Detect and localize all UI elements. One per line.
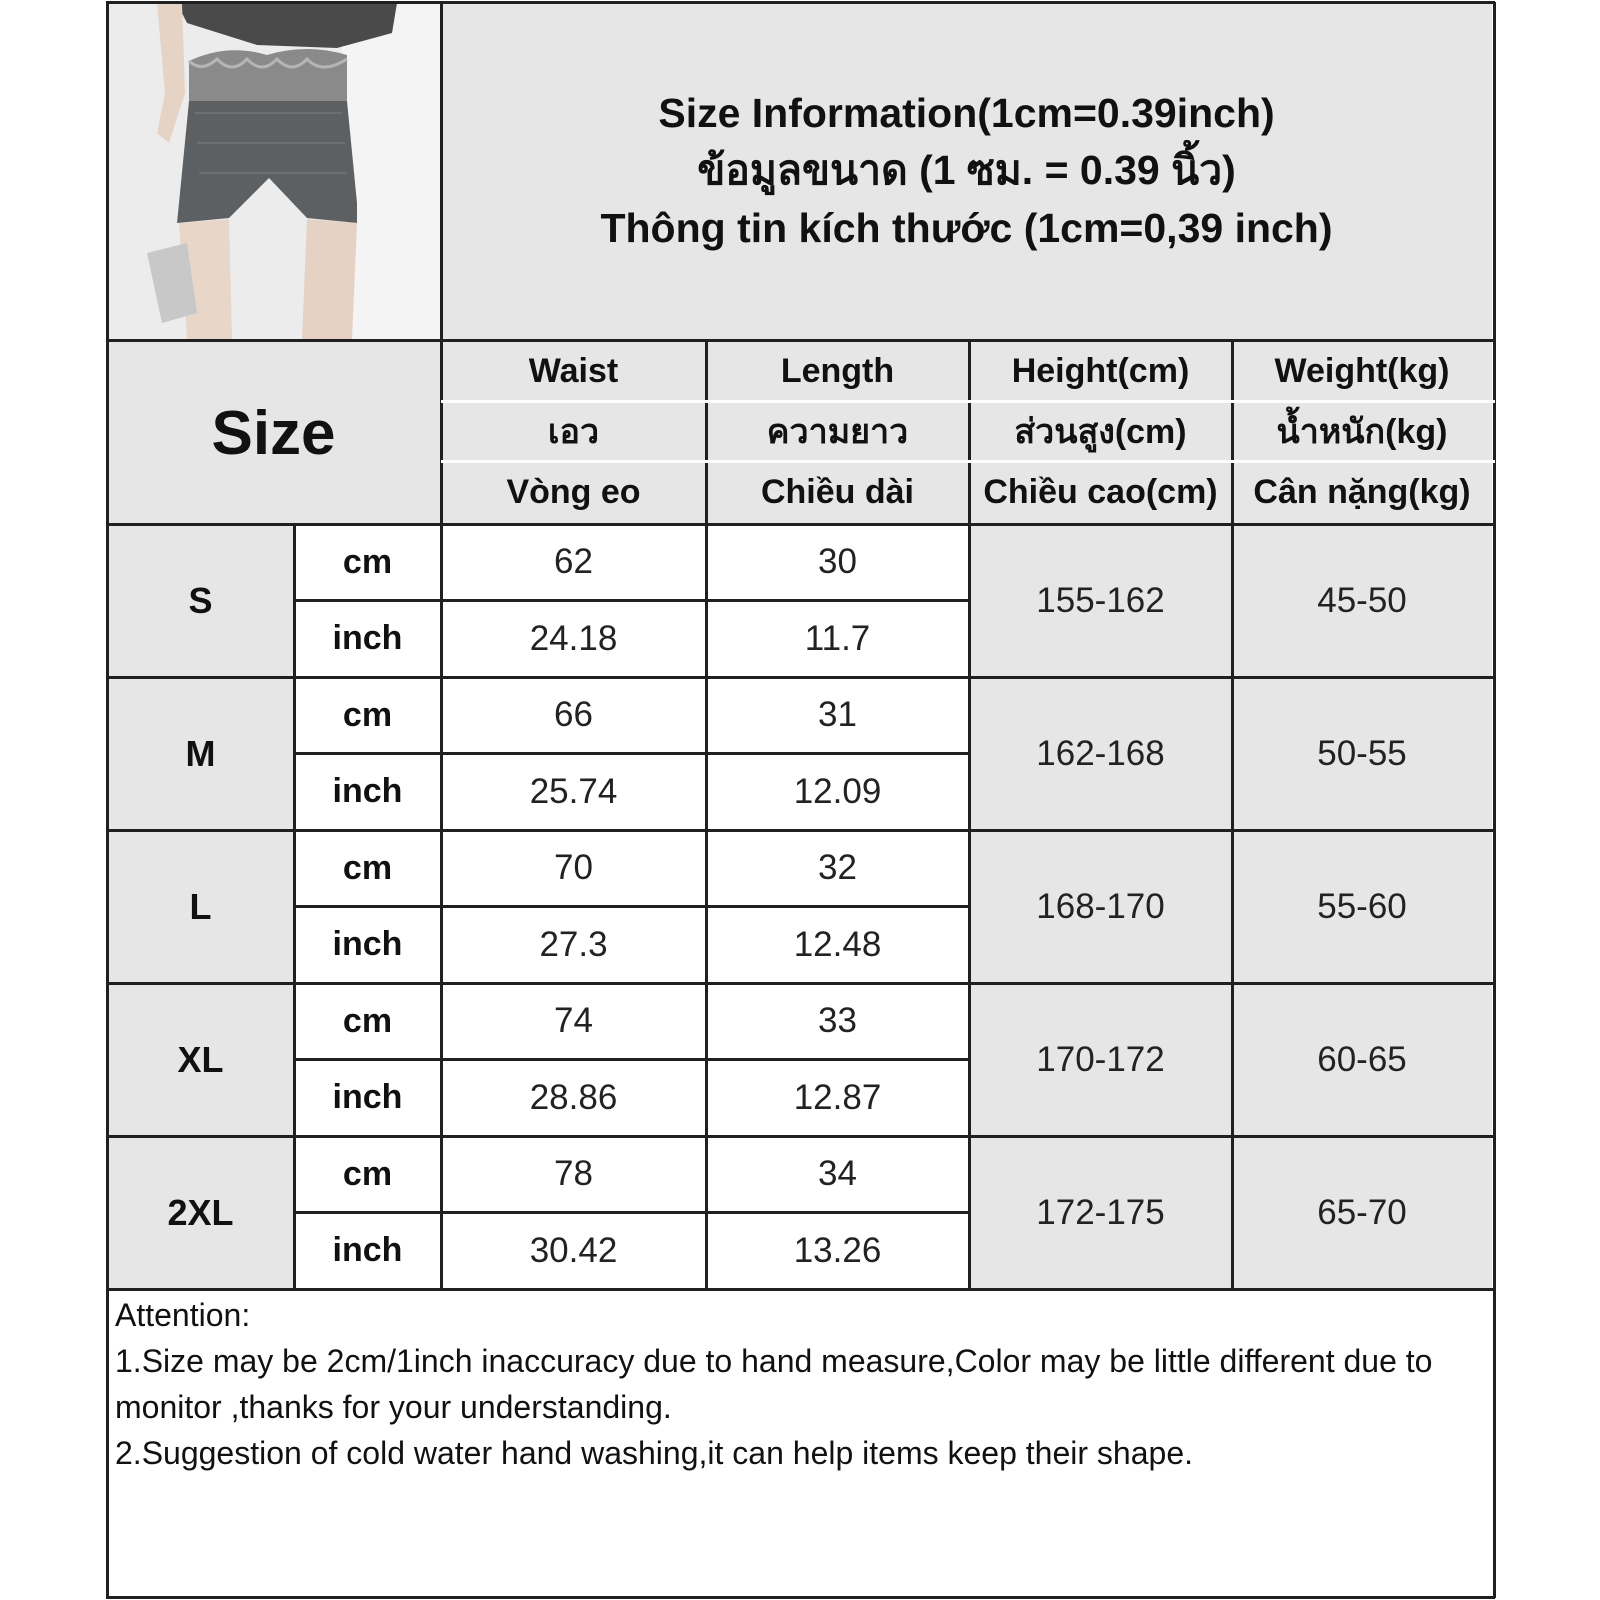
- waist-inch-cell: [441, 1212, 706, 1289]
- weight-range-cell-text: 65-70: [1317, 1192, 1407, 1232]
- grid-line-vertical: [705, 340, 708, 1289]
- product-image: [107, 3, 440, 339]
- attention-note-1: 1.Size may be 2cm/1inch inaccuracy due to hand measure,Color may be little different due to monitor ,thanks for your understanding.: [115, 1343, 1433, 1425]
- unit-cm-cell: [294, 983, 441, 1059]
- waist-cm-cell-text: 66: [554, 695, 593, 734]
- column-header-2-th-text: ความยาว: [766, 413, 909, 451]
- height-range-cell-text: 155-162: [1036, 580, 1165, 620]
- grid-line-horizontal: [106, 339, 1495, 342]
- title-block: [441, 3, 1492, 339]
- height-range-cell-text: 168-170: [1036, 886, 1165, 926]
- waist-cm-cell: [441, 1136, 706, 1212]
- grid-line-vertical: [440, 340, 443, 1289]
- length-cm-cell-text: 31: [818, 695, 857, 734]
- waist-inch-cell-text: 28.86: [529, 1077, 618, 1117]
- size-cell-l-text: L: [189, 885, 212, 927]
- length-inch-cell-text: 12.48: [793, 924, 882, 964]
- weight-range-cell-text: 55-60: [1317, 886, 1407, 926]
- waist-cm-cell-text: 70: [554, 848, 593, 887]
- unit-inch-cell: [294, 1212, 441, 1289]
- column-header-4-vi: [1232, 461, 1492, 524]
- height-range-cell-text: 162-168: [1036, 733, 1165, 773]
- length-inch-cell: [706, 600, 969, 677]
- length-inch-cell: [706, 906, 969, 983]
- unit-cm-cell: [294, 830, 441, 906]
- length-inch-cell: [706, 753, 969, 830]
- column-header-4-th-text: น้ำหนัก(kg): [1276, 413, 1448, 451]
- size-cell-m: [107, 677, 294, 830]
- height-range-cell: [969, 830, 1232, 983]
- column-header-4-vi-text: Cân nặng(kg): [1253, 473, 1471, 511]
- grid-line-horizontal: [106, 1, 1495, 4]
- length-inch-cell-text: 12.87: [793, 1077, 882, 1117]
- grid-line-horizontal: [106, 982, 1495, 985]
- grid-line-vertical: [106, 2, 109, 1598]
- length-inch-cell: [706, 1212, 969, 1289]
- grid-line-horizontal: [106, 1596, 1495, 1599]
- grid-line-horizontal: [294, 752, 969, 755]
- weight-range-cell-text: 60-65: [1317, 1039, 1407, 1079]
- grid-line-horizontal: [294, 1211, 969, 1214]
- waist-inch-cell-text: 27.3: [539, 924, 608, 964]
- title-english: Size Information(1cm=0.39inch): [658, 89, 1275, 136]
- weight-range-cell-text: 50-55: [1317, 733, 1407, 773]
- height-range-cell-text: 172-175: [1036, 1192, 1165, 1232]
- waist-cm-cell: [441, 524, 706, 600]
- grid-line-horizontal: [106, 829, 1495, 832]
- size-cell-2xl-text: 2XL: [167, 1191, 234, 1233]
- grid-line-horizontal: [441, 400, 1495, 403]
- column-header-4-en-text: Weight(kg): [1274, 352, 1450, 390]
- grid-line-horizontal: [441, 460, 1495, 463]
- waist-inch-cell-text: 24.18: [529, 618, 618, 658]
- title-vietnamese: Thông tin kích thước (1cm=0,39 inch): [600, 204, 1333, 251]
- height-range-cell-text: 170-172: [1036, 1039, 1165, 1079]
- unit-cm-cell: [294, 1136, 441, 1212]
- grid-line-horizontal: [106, 1135, 1495, 1138]
- grid-line-vertical: [440, 2, 443, 340]
- column-header-2-en: [706, 342, 969, 401]
- grid-line-horizontal: [294, 1058, 969, 1061]
- weight-range-cell: [1232, 524, 1492, 677]
- unit-cm-cell-text: cm: [342, 1154, 393, 1193]
- waist-cm-cell: [441, 830, 706, 906]
- waist-cm-cell: [441, 677, 706, 753]
- length-cm-cell: [706, 524, 969, 600]
- column-header-1-vi-text: Vòng eo: [506, 473, 641, 511]
- attention-notes: [107, 1290, 1492, 1598]
- grid-line-horizontal: [106, 676, 1495, 679]
- length-inch-cell: [706, 1059, 969, 1136]
- weight-range-cell-text: 45-50: [1317, 580, 1407, 620]
- column-header-4-th: [1232, 401, 1492, 461]
- grid-line-horizontal: [106, 523, 1495, 526]
- waist-cm-cell-text: 78: [554, 1154, 593, 1193]
- column-header-2-vi: [706, 461, 969, 524]
- unit-cm-cell-text: cm: [342, 542, 393, 581]
- length-cm-cell: [706, 830, 969, 906]
- column-header-2-en-text: Length: [780, 352, 895, 390]
- waist-inch-cell: [441, 753, 706, 830]
- size-cell-s: [107, 524, 294, 677]
- column-header-3-vi-text: Chiều cao(cm): [983, 473, 1218, 511]
- weight-range-cell: [1232, 830, 1492, 983]
- unit-inch-cell: [294, 753, 441, 830]
- unit-inch-cell: [294, 906, 441, 983]
- unit-inch-cell: [294, 600, 441, 677]
- column-header-1-vi: [441, 461, 706, 524]
- waist-inch-cell: [441, 1059, 706, 1136]
- column-header-1-th: [441, 401, 706, 461]
- length-cm-cell-text: 33: [818, 1001, 857, 1040]
- column-header-3-en-text: Height(cm): [1011, 352, 1190, 390]
- grid-line-vertical: [1493, 2, 1496, 1598]
- attention-heading: Attention:: [115, 1297, 251, 1333]
- column-header-1-en-text: Waist: [528, 352, 619, 390]
- size-cell-xl-text: XL: [177, 1038, 224, 1080]
- size-header-cell: [107, 342, 440, 524]
- weight-range-cell: [1232, 1136, 1492, 1289]
- attention-note-2: 2.Suggestion of cold water hand washing,it can help items keep their shape.: [115, 1435, 1193, 1471]
- weight-range-cell: [1232, 983, 1492, 1136]
- unit-inch-cell-text: inch: [332, 1231, 403, 1269]
- column-header-3-en: [969, 342, 1232, 401]
- waist-inch-cell-text: 25.74: [529, 771, 618, 811]
- waist-inch-cell-text: 30.42: [529, 1230, 618, 1270]
- height-range-cell: [969, 983, 1232, 1136]
- column-header-2-vi-text: Chiều dài: [760, 473, 915, 511]
- column-header-4-en: [1232, 342, 1492, 401]
- grid-line-vertical: [1231, 340, 1234, 1289]
- length-cm-cell-text: 32: [818, 848, 857, 887]
- size-cell-xl: [107, 983, 294, 1136]
- grid-line-horizontal: [294, 599, 969, 602]
- column-header-1-th-text: เอว: [547, 413, 600, 451]
- waist-cm-cell-text: 74: [554, 1001, 593, 1040]
- weight-range-cell: [1232, 677, 1492, 830]
- length-inch-cell-text: 11.7: [804, 618, 871, 658]
- length-inch-cell-text: 13.26: [793, 1230, 882, 1270]
- length-cm-cell: [706, 677, 969, 753]
- length-cm-cell: [706, 983, 969, 1059]
- grid-line-vertical: [968, 340, 971, 1289]
- length-cm-cell: [706, 1136, 969, 1212]
- length-inch-cell-text: 12.09: [793, 771, 882, 811]
- title-thai: ข้อมูลขนาด (1 ซม. = 0.39 นิ้ว): [697, 147, 1236, 194]
- size-header-label: Size: [211, 398, 336, 468]
- column-header-3-th: [969, 401, 1232, 461]
- unit-cm-cell-text: cm: [342, 695, 393, 734]
- size-cell-l: [107, 830, 294, 983]
- height-range-cell: [969, 524, 1232, 677]
- waist-cm-cell-text: 62: [554, 542, 593, 581]
- unit-inch-cell-text: inch: [332, 619, 403, 657]
- unit-inch-cell: [294, 1059, 441, 1136]
- unit-inch-cell-text: inch: [332, 1078, 403, 1116]
- height-range-cell: [969, 677, 1232, 830]
- waist-cm-cell: [441, 983, 706, 1059]
- column-header-1-en: [441, 342, 706, 401]
- column-header-3-vi: [969, 461, 1232, 524]
- height-range-cell: [969, 1136, 1232, 1289]
- size-cell-m-text: M: [185, 732, 216, 774]
- grid-line-horizontal: [106, 1288, 1495, 1291]
- unit-inch-cell-text: inch: [332, 925, 403, 963]
- size-cell-2xl: [107, 1136, 294, 1289]
- unit-cm-cell-text: cm: [342, 1001, 393, 1040]
- column-header-3-th-text: ส่วนสูง(cm): [1014, 413, 1187, 451]
- length-cm-cell-text: 34: [818, 1154, 857, 1193]
- unit-inch-cell-text: inch: [332, 772, 403, 810]
- unit-cm-cell: [294, 677, 441, 753]
- product-photo-illustration: [107, 3, 440, 339]
- unit-cm-cell: [294, 524, 441, 600]
- length-cm-cell-text: 30: [818, 542, 857, 581]
- grid-line-horizontal: [294, 905, 969, 908]
- unit-cm-cell-text: cm: [342, 848, 393, 887]
- waist-inch-cell: [441, 906, 706, 983]
- waist-inch-cell: [441, 600, 706, 677]
- size-cell-s-text: S: [188, 579, 213, 621]
- column-header-2-th: [706, 401, 969, 461]
